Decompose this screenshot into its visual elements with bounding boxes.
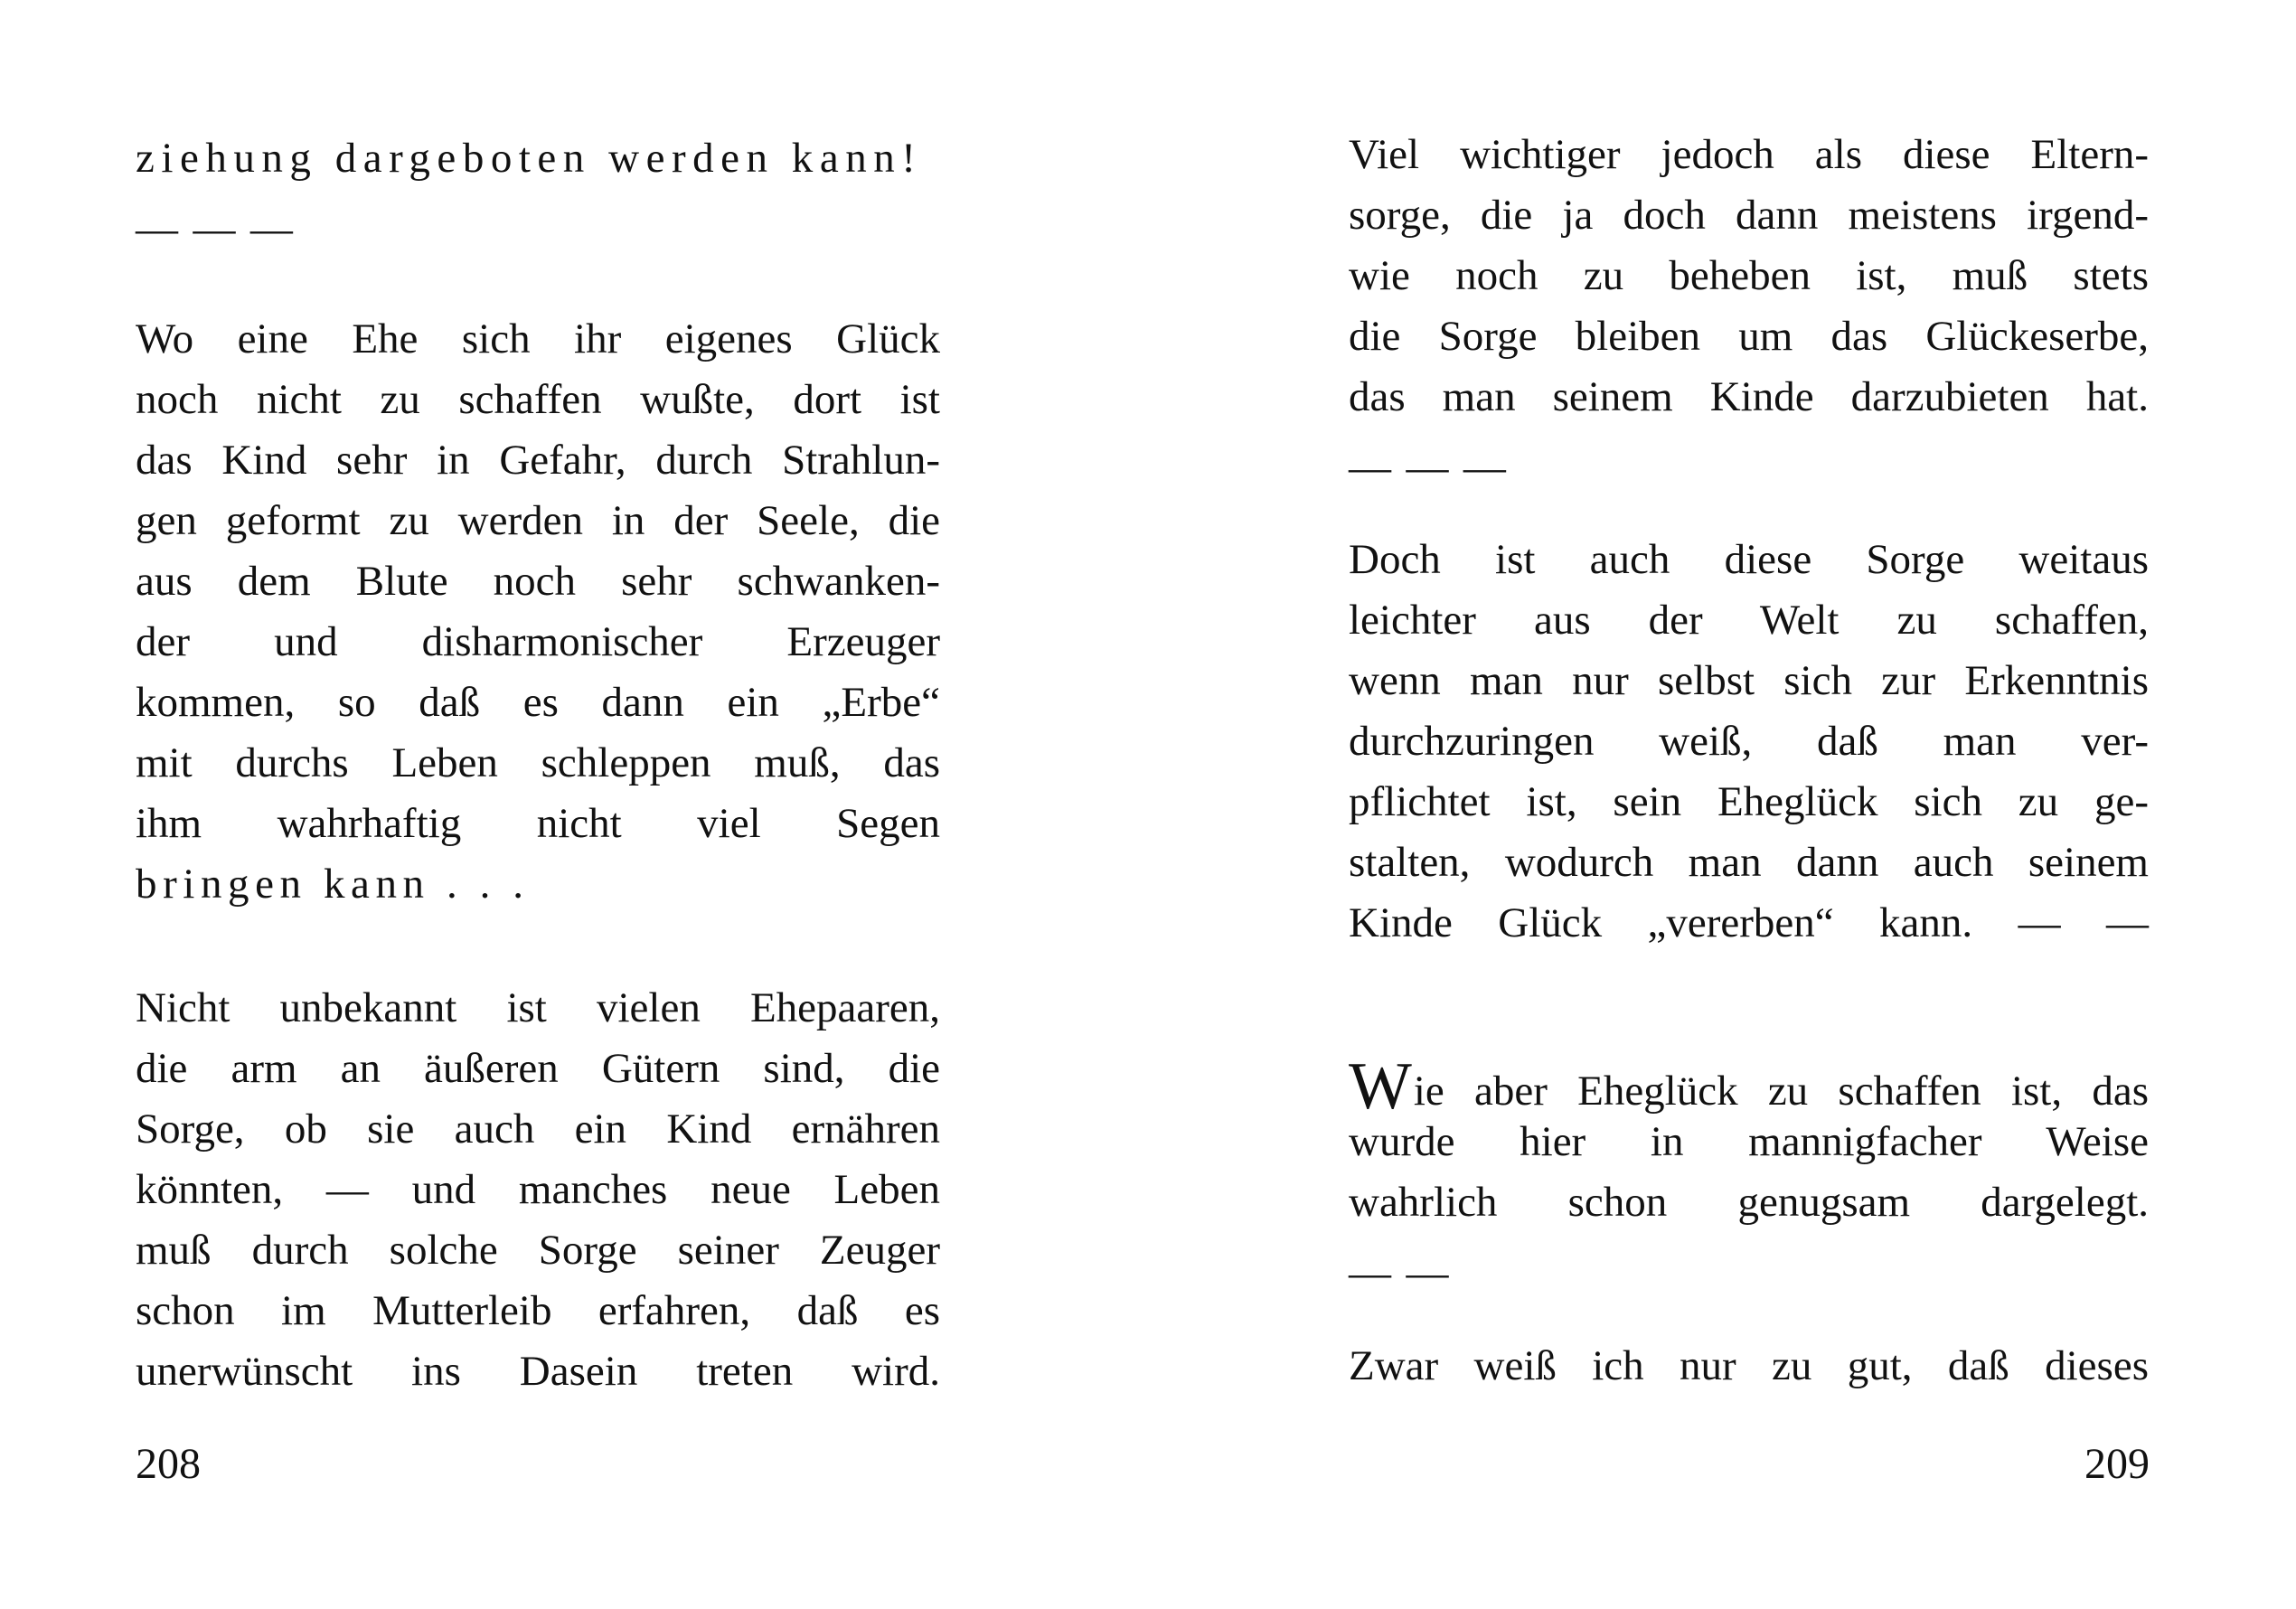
opening-line: ziehung dargeboten werden kann! bbox=[136, 135, 923, 182]
text-line: leichter aus der Welt zu schaffen, bbox=[1349, 597, 2149, 644]
section-dashes: — — — bbox=[136, 205, 296, 252]
page-number: 209 bbox=[2084, 1440, 2150, 1488]
section-dashes: — — — bbox=[1349, 444, 1509, 491]
text-line: Sorge, ob sie auch ein Kind ernähren bbox=[136, 1106, 940, 1153]
right-page bbox=[1148, 0, 2296, 1609]
text-line: kommen, so daß es dann ein „Erbe“ bbox=[136, 679, 940, 726]
text-line: könnten, — und manches neue Leben bbox=[136, 1166, 940, 1213]
text-line bbox=[1349, 1049, 2149, 1124]
text-line: Wo eine Ehe sich ihr eigenes Glück bbox=[136, 315, 940, 362]
section-dashes: — — bbox=[1349, 1249, 1451, 1296]
text-line: aus dem Blute noch sehr schwanken- bbox=[136, 558, 940, 605]
text-line-rest: ie aber Eheglück zu schaffen ist, das bbox=[1413, 1068, 2149, 1115]
text-line: die arm an äußeren Gütern sind, die bbox=[136, 1045, 940, 1092]
text-line: stalten, wodurch man dann auch seinem bbox=[1349, 839, 2149, 886]
text-line: bringen kann . . . bbox=[136, 861, 530, 908]
text-line: Kinde Glück „vererben“ kann. — — bbox=[1349, 899, 2149, 946]
text-line: ihm wahrhaftig nicht viel Segen bbox=[136, 800, 940, 847]
text-line: der und disharmonischer Erzeuger bbox=[136, 618, 940, 665]
text-line: wie noch zu beheben ist, muß stets bbox=[1349, 252, 2149, 299]
text-line: das Kind sehr in Gefahr, durch Strahlun- bbox=[136, 437, 940, 484]
text-line: Zwar weiß ich nur zu gut, daß dieses bbox=[1349, 1342, 2149, 1389]
text-line: sorge, die ja doch dann meistens irgend- bbox=[1349, 192, 2149, 239]
text-line: das man seinem Kinde darzubieten hat. bbox=[1349, 373, 2149, 420]
text-line: wenn man nur selbst sich zur Erkenntnis bbox=[1349, 657, 2149, 704]
page-number: 208 bbox=[136, 1440, 201, 1488]
text-line: Nicht unbekannt ist vielen Ehepaaren, bbox=[136, 984, 940, 1031]
text-line: gen geformt zu werden in der Seele, die bbox=[136, 497, 940, 544]
drop-initial: W bbox=[1349, 1049, 1412, 1124]
text-line: muß durch solche Sorge seiner Zeuger bbox=[136, 1227, 940, 1274]
text-line: noch nicht zu schaffen wußte, dort ist bbox=[136, 376, 940, 423]
text-line: Viel wichtiger jedoch als diese Eltern- bbox=[1349, 131, 2149, 178]
text-line: durchzuringen weiß, daß man ver- bbox=[1349, 718, 2149, 765]
text-line: schon im Mutterleib erfahren, daß es bbox=[136, 1287, 940, 1334]
text-line: wahrlich schon genugsam dargelegt. bbox=[1349, 1179, 2149, 1226]
text-line: unerwünscht ins Dasein treten wird. bbox=[136, 1348, 940, 1395]
text-line: die Sorge bleiben um das Glückeserbe, bbox=[1349, 313, 2149, 360]
text-line: mit durchs Leben schleppen muß, das bbox=[136, 739, 940, 786]
text-line: wurde hier in mannigfacher Weise bbox=[1349, 1118, 2149, 1165]
text-line: Doch ist auch diese Sorge weitaus bbox=[1349, 536, 2149, 583]
text-line: pflichtet ist, sein Eheglück sich zu ge- bbox=[1349, 778, 2149, 825]
